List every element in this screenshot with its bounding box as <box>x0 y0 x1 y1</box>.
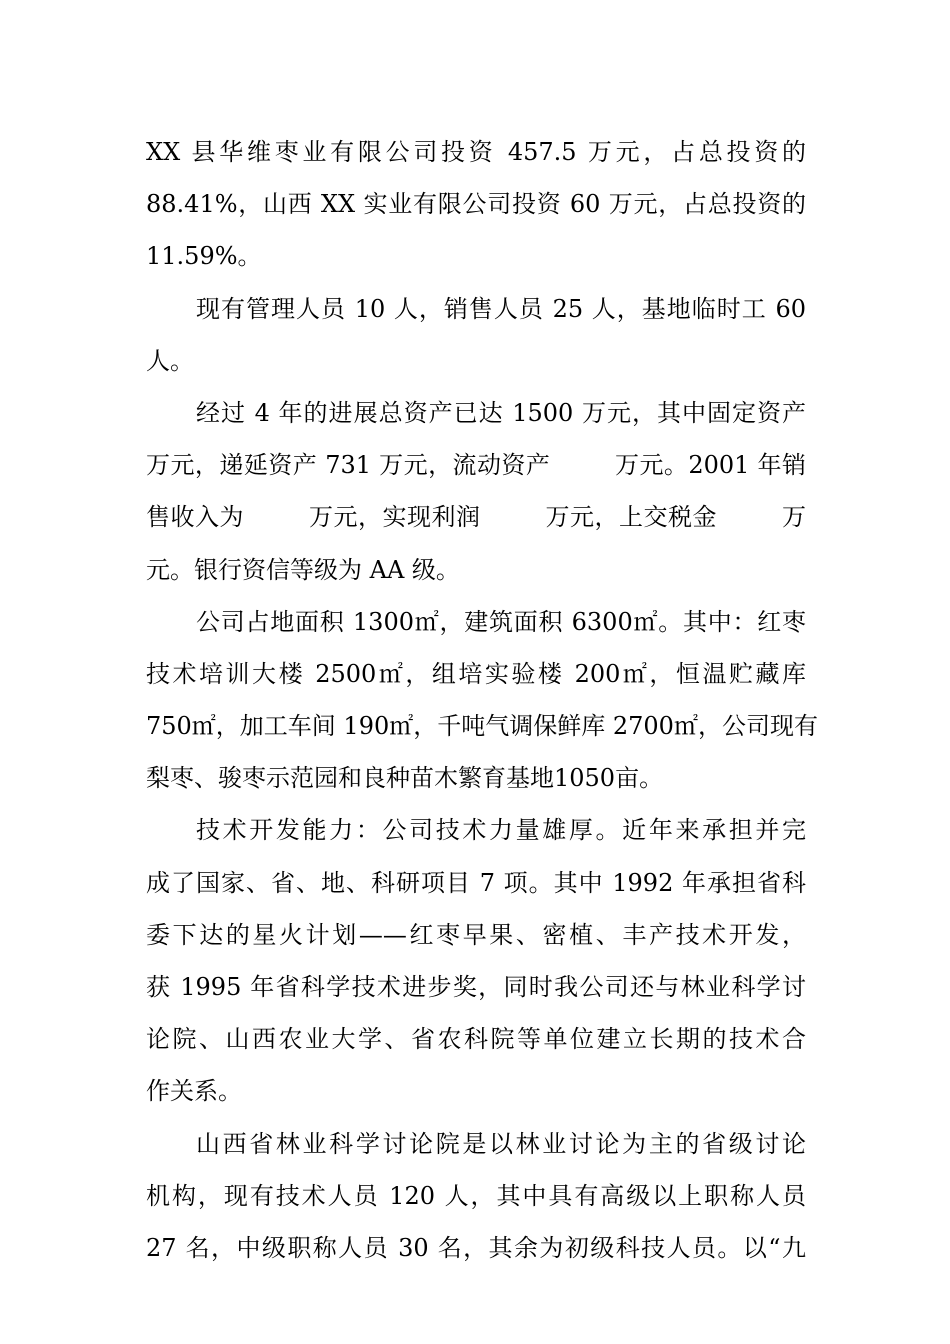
text-line: XX 县华维枣业有限公司投资 457.5 万元，占总投资的 <box>146 138 806 166</box>
text-line: 机构，现有技术人员 120 人，其中具有高级以上职称人员 <box>146 1181 806 1210</box>
text-line: 公司占地面积 1300㎡，建筑面积 6300㎡。其中：红枣 <box>196 607 806 636</box>
text-line: 27 名，中级职称人员 30 名，其余为初级科技人员。以“九 <box>146 1233 806 1262</box>
text-line: 人。 <box>146 346 194 375</box>
text-line: 88.41%，山西 XX 实业有限公司投资 60 万元，占总投资的 <box>146 190 806 219</box>
text-line: 现有管理人员 10 人，销售人员 25 人，基地临时工 60 <box>196 294 806 323</box>
text-line: 技术培训大楼 2500㎡，组培实验楼 200㎡，恒温贮藏库 <box>146 659 806 688</box>
text-line: 作关系。 <box>146 1077 242 1106</box>
body-text <box>146 126 818 1274</box>
text-line: 750㎡，加工车间 190㎡，千吨气调保鲜库 2700㎡，公司现有 <box>146 712 818 741</box>
text-line: 售收入为 万元，实现利润 万元，上交税金 万 <box>146 503 806 532</box>
text-line: 获 1995 年省科学技术进步奖，同时我公司还与林业科学讨 <box>146 973 806 1001</box>
text-line: 元。银行资信等级为 AA 级。 <box>146 555 460 584</box>
text-line: 经过 4 年的进展总资产已达 1500 万元，其中固定资产 <box>196 398 806 427</box>
text-line: 成了国家、省、地、科研项目 7 项。其中 1992 年承担省科 <box>146 868 806 897</box>
text-line: 技术开发能力：公司技术力量雄厚。近年来承担并完 <box>196 816 806 845</box>
text-line: 万元，递延资产 731 万元，流动资产 万元。2001 年销 <box>146 451 806 480</box>
text-line: 11.59%。 <box>146 242 262 271</box>
text-line: 梨枣、骏枣示范园和良种苗木繁育基地1050亩。 <box>146 764 664 793</box>
text-line: 论院、山西农业大学、省农科院等单位建立长期的技术合 <box>146 1025 806 1054</box>
text-line: 山西省林业科学讨论院是以林业讨论为主的省级讨论 <box>196 1129 806 1158</box>
text-line: 委下达的星火计划——红枣早果、密植、丰产技术开发， <box>146 920 806 949</box>
